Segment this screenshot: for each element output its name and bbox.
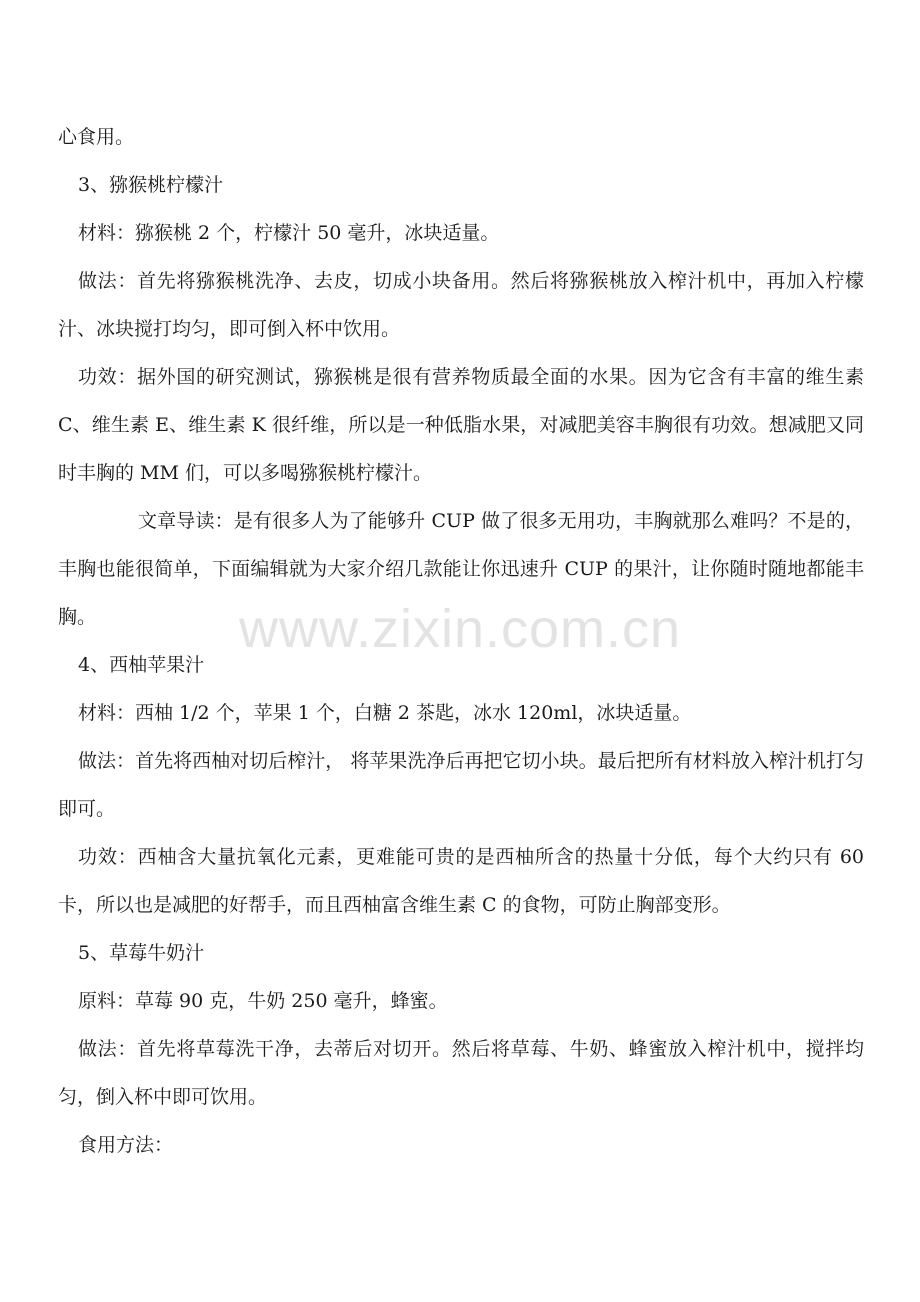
grapefruit-method: 做法：首先将西柚对切后榨汁， 将苹果洗净后再把它切小块。最后把所有材料放入榨汁机打匀即可。 bbox=[58, 750, 864, 820]
kiwi-method: 做法：首先将猕猴桃洗净、去皮，切成小块备用。然后将猕猴桃放入榨汁机中，再加入柠檬汁、冰块搅打均匀，即可倒入杯中饮用。 bbox=[58, 270, 864, 340]
heading-strawberry-milk-juice: 5、草莓牛奶汁 bbox=[78, 942, 205, 964]
document-body bbox=[58, 113, 864, 1169]
strawberry-method: 做法：首先将草莓洗干净，去蒂后对切开。然后将草莓、牛奶、蜂蜜放入榨汁机中，搅拌均匀，倒入杯中即可饮用。 bbox=[58, 1038, 864, 1108]
usage-heading: 食用方法： bbox=[78, 1134, 174, 1156]
strawberry-ingredients: 原料：草莓 90 克，牛奶 250 毫升，蜂蜜。 bbox=[78, 990, 448, 1012]
kiwi-ingredients: 材料：猕猴桃 2 个，柠檬汁 50 毫升，冰块适量。 bbox=[78, 222, 500, 244]
watermark: www.zixin.com.cn bbox=[238, 599, 682, 659]
heading-kiwi-lemon-juice: 3、猕猴桃柠檬汁 bbox=[78, 174, 224, 196]
grapefruit-ingredients: 材料：西柚 1/2 个，苹果 1 个，白糖 2 茶匙，冰水 120ml，冰块适量。 bbox=[78, 702, 692, 724]
grapefruit-benefits: 功效：西柚含大量抗氧化元素，更难能可贵的是西柚所含的热量十分低，每个大约只有 60 卡，所以也是减肥的好帮手，而且西柚富含维生素 C 的食物，可防止胸部变形。 bbox=[58, 846, 864, 916]
article-intro: 文章导读：是有很多人为了能够升 CUP 做了很多无用功，丰胸就那么难吗？不是的，丰胸也能很简单，下面编辑就为大家介绍几款能让你迅速升 CUP 的果汁，让你随时随地都能丰胸。 bbox=[58, 510, 864, 628]
kiwi-benefits: 功效：据外国的研究测试，猕猴桃是很有营养物质最全面的水果。因为它含有丰富的维生素 C、维生素 E、维生素 K 很纤维，所以是一种低脂水果，对减肥美容丰胸很有功效。想减肥又同时丰胸的 MM 们，可以多喝猕猴桃柠檬汁。 bbox=[58, 366, 864, 484]
heading-grapefruit-apple-juice: 4、西柚苹果汁 bbox=[78, 654, 205, 676]
paragraph-continuation: 心食用。 bbox=[58, 126, 135, 148]
